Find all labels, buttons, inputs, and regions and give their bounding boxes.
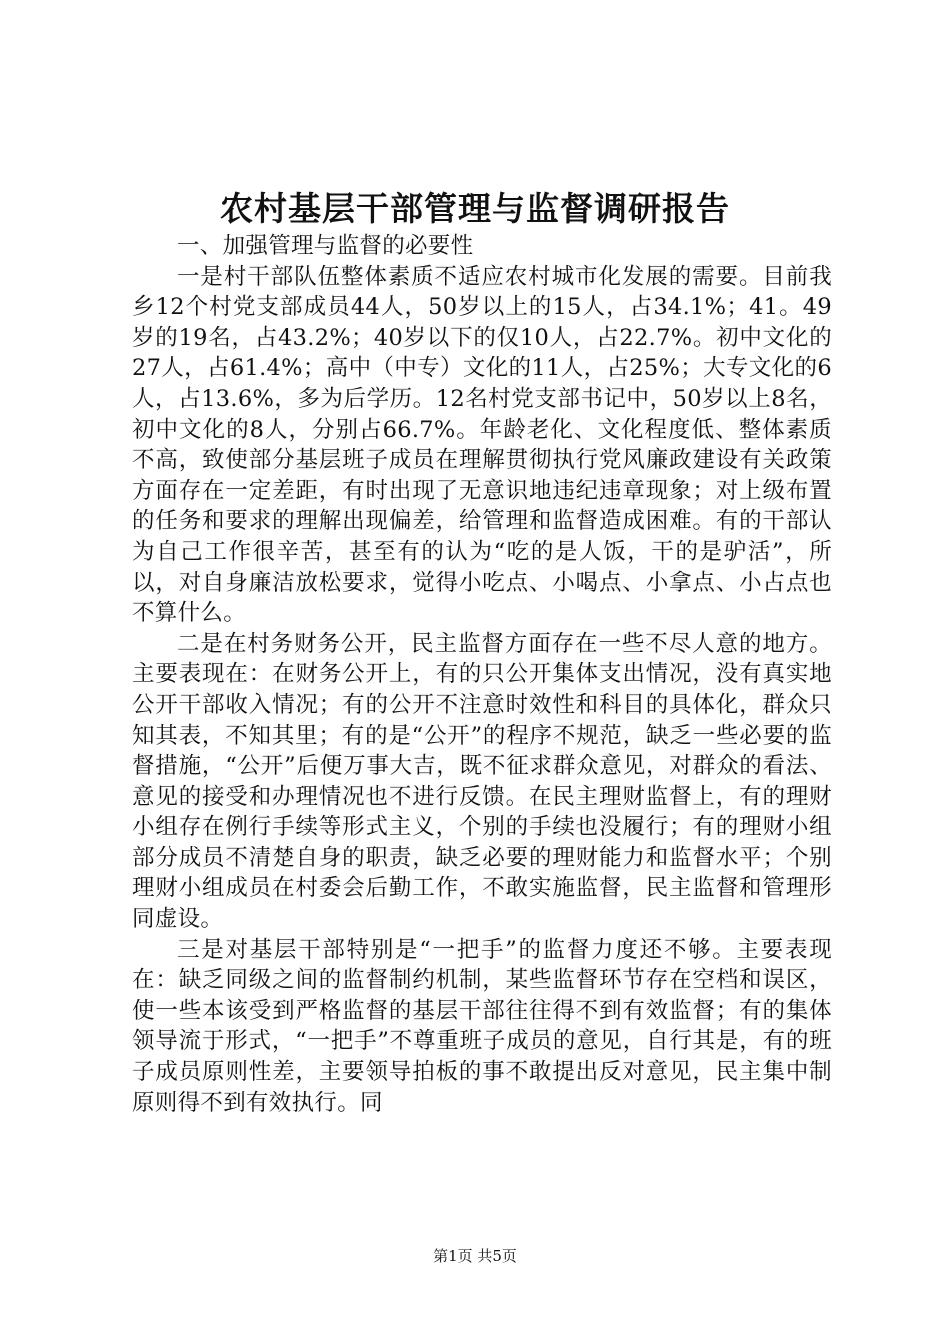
document-body [132,231,832,1118]
paragraph-1: 一是村干部队伍整体素质不适应农村城市化发展的需要。目前我乡12个村党支部成员44人，50岁以上的15人，占34.1%；41。49岁的19名，占43.2%；40岁以下的仅10人，占22.7%。初中文化的27人，占61.4%；高中（中专）文化的11人，占25%；大专文化的6人，占13.6%，多为后学历。12名村党支部书记中，50岁以上8名，初中文化的8人，分别占66.7%。年龄老化、文化程度低、整体素质不高，致使部分基层班子成员在理解贯彻执行党风廉政建设有关政策方面存在一定差距，有时出现了无意识地违纪违章现象；对上级布置的任务和要求的理解出现偏差，给管理和监督造成困难。有的干部认为自己工作很辛苦，甚至有的认为“吃的是人饭，干的是驴活”，所以，对自身廉洁放松要求，觉得小吃点、小喝点、小拿点、小占点也不算什么。 [132,263,832,627]
section-heading: 一、加强管理与监督的必要性 [177,233,474,259]
page-footer: 第1页 共5页 [433,1247,517,1265]
document-title: 农村基层干部管理与监督调研报告 [220,189,730,228]
paragraph-2: 二是在村务财务公开，民主监督方面存在一些不尽人意的地方。主要表现在：在财务公开上，有的只公开集体支出情况，没有真实地公开干部收入情况；有的公开不注意时效性和科目的具体化，群众只知其表，不知其里；有的是“公开”的程序不规范，缺乏一些必要的监督措施，“公开”后便万事大吉，既不征求群众意见，对群众的看法、意见的接受和办理情况也不进行反馈。在民主理财监督上，有的理财小组存在例行手续等形式主义，个别的手续也没履行；有的理财小组部分成员不清楚自身的职责，缺乏必要的理财能力和监督水平；个别理财小组成员在村委会后勤工作，不敢实施监督，民主监督和管理形同虚设。 [132,630,832,933]
paragraph-3: 三是对基层干部特别是“一把手”的监督力度还不够。主要表现在：缺乏同级之间的监督制约机制，某些监督环节存在空档和误区，使一些本该受到严格监督的基层干部往往得不到有效监督；有的集体领导流于形式，“一把手”不尊重班子成员的意见，自行其是，有的班子成员原则性差，主要领导拍板的事不敢提出反对意见，民主集中制原则得不到有效执行。同 [132,936,832,1116]
